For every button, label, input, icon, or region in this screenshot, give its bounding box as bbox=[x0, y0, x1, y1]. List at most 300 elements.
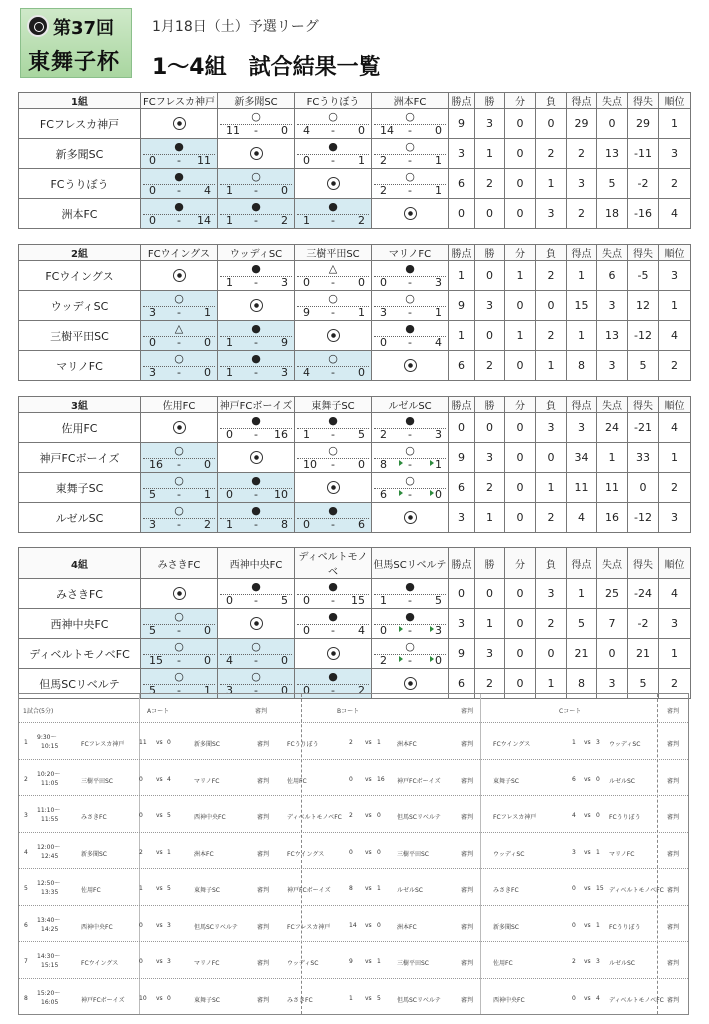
away-score: 1 bbox=[377, 885, 381, 892]
referee-label: 審判 bbox=[667, 923, 680, 931]
match-result bbox=[372, 579, 448, 608]
team-stat: 0 bbox=[597, 639, 628, 669]
score-opponent: 0 bbox=[435, 488, 442, 501]
stat-header: 失点 bbox=[597, 245, 628, 261]
match-result bbox=[372, 443, 448, 472]
team-name: マリノFC bbox=[19, 351, 141, 381]
result-symbol: ● bbox=[328, 580, 338, 593]
match-result-cell bbox=[295, 579, 372, 609]
home-team: みさきFC bbox=[81, 814, 107, 821]
team-stat: 0 bbox=[449, 579, 475, 609]
self-match-cell bbox=[372, 199, 449, 229]
team-name: 洲本FC bbox=[19, 199, 141, 229]
away-team: FCうりぼう bbox=[609, 814, 641, 821]
corner-flag-icon bbox=[430, 626, 434, 632]
team-row bbox=[19, 291, 691, 321]
match-start-time: 10:20～ bbox=[37, 770, 61, 778]
score-own: 0 bbox=[303, 276, 310, 289]
team-stat: 2 bbox=[659, 669, 691, 699]
team-stat: 1 bbox=[536, 669, 567, 699]
score-separator: - bbox=[331, 684, 335, 697]
home-team: 佐用FC bbox=[493, 960, 513, 967]
soccer-ball-icon bbox=[404, 511, 417, 524]
home-score: 0 bbox=[572, 994, 576, 1002]
home-team: FCフレスカ神戸 bbox=[81, 741, 125, 748]
team-stat: 1 bbox=[567, 321, 597, 351]
team-stat: 2 bbox=[567, 199, 597, 229]
team-name: FCフレスカ神戸 bbox=[19, 109, 141, 139]
team-stat: 3 bbox=[449, 139, 475, 169]
home-score: 3 bbox=[572, 848, 576, 856]
team-stat: 0 bbox=[505, 139, 536, 169]
vs-label: vs bbox=[156, 812, 163, 819]
match-result-cell bbox=[141, 639, 218, 669]
score-separator: - bbox=[331, 428, 335, 441]
match-result bbox=[372, 639, 448, 668]
result-symbol: ○ bbox=[174, 474, 184, 487]
score-opponent: 0 bbox=[204, 624, 211, 637]
score-own: 5 bbox=[149, 684, 156, 697]
soccer-ball-icon bbox=[327, 177, 340, 190]
match-result bbox=[141, 291, 217, 320]
score-separator: - bbox=[254, 684, 258, 697]
team-row bbox=[19, 503, 691, 533]
score-own: 0 bbox=[380, 624, 387, 637]
home-team: 佐用FC bbox=[287, 777, 307, 785]
score-opponent: 3 bbox=[281, 366, 288, 379]
match-number: 4 bbox=[24, 848, 28, 856]
score-own: 10 bbox=[303, 458, 317, 471]
away-team: 但馬SCリベルテ bbox=[397, 996, 441, 1004]
vs-label: vs bbox=[156, 848, 163, 856]
self-match-cell bbox=[218, 139, 295, 169]
team-stat: 9 bbox=[449, 291, 475, 321]
score-opponent: 11 bbox=[197, 154, 211, 167]
team-stat: -11 bbox=[628, 139, 659, 169]
match-result-cell bbox=[218, 169, 295, 199]
corner-flag-icon bbox=[399, 490, 403, 496]
team-row bbox=[19, 579, 691, 609]
score-separator: - bbox=[177, 154, 181, 167]
referee-label: 審判 bbox=[257, 814, 270, 821]
corner-flag-icon bbox=[399, 656, 403, 662]
match-result bbox=[218, 351, 294, 380]
schedule-row bbox=[19, 978, 688, 1014]
match-result bbox=[295, 109, 371, 138]
team-stat: 2 bbox=[659, 473, 691, 503]
match-start-time: 15:20～ bbox=[37, 989, 61, 997]
away-score: 16 bbox=[377, 775, 385, 783]
team-stat: 5 bbox=[628, 669, 659, 699]
team-stat: 9 bbox=[449, 109, 475, 139]
home-score: 0 bbox=[139, 812, 143, 819]
score-separator: - bbox=[177, 306, 181, 319]
group-name: 3組 bbox=[19, 397, 141, 413]
self-match-cell bbox=[295, 169, 372, 199]
team-stat: 29 bbox=[628, 109, 659, 139]
match-result-cell bbox=[295, 199, 372, 229]
score-separator: - bbox=[254, 366, 258, 379]
score-own: 1 bbox=[226, 214, 233, 227]
soccer-ball-icon bbox=[250, 147, 263, 160]
match-schedule bbox=[18, 693, 689, 1015]
score-opponent: 1 bbox=[358, 154, 365, 167]
vs-label: vs bbox=[156, 958, 163, 965]
home-score: 1 bbox=[349, 994, 353, 1002]
team-stat: 2 bbox=[475, 351, 505, 381]
result-symbol: ○ bbox=[405, 110, 415, 123]
home-score: 11 bbox=[139, 739, 147, 746]
match-result-cell bbox=[141, 321, 218, 351]
score-separator: - bbox=[254, 214, 258, 227]
referee-label: 審判 bbox=[461, 741, 474, 748]
soccer-ball-icon bbox=[173, 421, 186, 434]
score-separator: - bbox=[408, 154, 412, 167]
match-start-time: 12:50～ bbox=[37, 880, 61, 887]
score-separator: - bbox=[254, 336, 258, 349]
team-name: ウッディSC bbox=[19, 291, 141, 321]
schedule-row bbox=[19, 722, 688, 758]
home-score: 0 bbox=[572, 921, 576, 929]
score-own: 3 bbox=[149, 366, 156, 379]
opponent-header: みさきFC bbox=[141, 548, 218, 579]
match-number: 7 bbox=[24, 958, 28, 965]
home-team: みさきFC bbox=[493, 887, 519, 894]
stat-header: 得点 bbox=[567, 93, 597, 109]
result-symbol: ● bbox=[328, 670, 338, 683]
away-team: 神戸FCボーイズ bbox=[397, 777, 441, 785]
group-header-row bbox=[19, 93, 691, 109]
match-result bbox=[218, 639, 294, 668]
result-symbol: ● bbox=[328, 414, 338, 427]
away-score: 3 bbox=[596, 958, 600, 965]
match-result bbox=[218, 261, 294, 290]
team-stat: 0 bbox=[536, 291, 567, 321]
team-stat: 3 bbox=[536, 413, 567, 443]
schedule-header-court-b: Bコート bbox=[337, 708, 360, 715]
score-own: 9 bbox=[303, 306, 310, 319]
self-match-cell bbox=[218, 609, 295, 639]
match-result bbox=[372, 169, 448, 198]
schedule-row bbox=[19, 905, 688, 941]
score-opponent: 10 bbox=[274, 488, 288, 501]
result-symbol: ○ bbox=[251, 170, 261, 183]
score-opponent: 1 bbox=[435, 184, 442, 197]
opponent-header: ルゼルSC bbox=[372, 397, 449, 413]
team-stat: -21 bbox=[628, 413, 659, 443]
match-number: 3 bbox=[24, 812, 28, 819]
score-opponent: 0 bbox=[358, 124, 365, 137]
match-number: 1 bbox=[24, 739, 28, 746]
score-separator: - bbox=[408, 654, 412, 667]
team-row bbox=[19, 413, 691, 443]
home-team: FCウイングス bbox=[493, 741, 531, 748]
stat-header: 勝点 bbox=[449, 245, 475, 261]
schedule-header-court-c: Cコート bbox=[559, 708, 582, 715]
result-symbol: ● bbox=[251, 322, 261, 335]
away-team: ウッディSC bbox=[609, 741, 641, 748]
team-stat: 7 bbox=[597, 609, 628, 639]
away-team: 新多聞SC bbox=[194, 741, 220, 748]
vs-label: vs bbox=[365, 885, 372, 892]
corner-flag-icon bbox=[430, 460, 434, 466]
score-own: 8 bbox=[380, 458, 387, 471]
team-stat: 1 bbox=[597, 443, 628, 473]
score-opponent: 2 bbox=[281, 214, 288, 227]
away-team: 洲本FC bbox=[397, 741, 417, 748]
result-symbol: ○ bbox=[405, 140, 415, 153]
match-number: 8 bbox=[24, 994, 28, 1002]
away-score: 5 bbox=[377, 994, 381, 1002]
match-end-time: 11:55 bbox=[41, 816, 59, 823]
match-result-cell bbox=[218, 321, 295, 351]
score-opponent: 3 bbox=[281, 276, 288, 289]
score-opponent: 0 bbox=[358, 276, 365, 289]
team-stat: 0 bbox=[505, 109, 536, 139]
away-score: 1 bbox=[596, 921, 600, 929]
result-symbol: ● bbox=[251, 352, 261, 365]
result-symbol: ○ bbox=[405, 170, 415, 183]
group-header-row bbox=[19, 397, 691, 413]
team-stat: 3 bbox=[597, 351, 628, 381]
score-own: 0 bbox=[149, 336, 156, 349]
result-symbol: ○ bbox=[251, 640, 261, 653]
score-opponent: 0 bbox=[204, 366, 211, 379]
away-team: 但馬SCリベルテ bbox=[194, 923, 238, 931]
match-result-cell bbox=[141, 169, 218, 199]
team-stat: 1 bbox=[475, 139, 505, 169]
tournament-logo bbox=[20, 8, 132, 78]
stat-header: 失点 bbox=[597, 548, 628, 579]
match-result-cell bbox=[141, 503, 218, 533]
away-team: ディベルトモノベFC bbox=[609, 887, 664, 894]
team-stat: 29 bbox=[567, 109, 597, 139]
team-stat: 1 bbox=[475, 503, 505, 533]
team-stat: 3 bbox=[536, 199, 567, 229]
match-result-cell bbox=[295, 413, 372, 443]
stat-header: 負 bbox=[536, 93, 567, 109]
away-team: マリノFC bbox=[194, 960, 220, 967]
team-stat: 1 bbox=[449, 261, 475, 291]
corner-flag-icon bbox=[430, 656, 434, 662]
match-result-cell bbox=[218, 579, 295, 609]
self-match-cell bbox=[141, 109, 218, 139]
score-own: 0 bbox=[303, 624, 310, 637]
away-team: FCうりぼう bbox=[609, 923, 641, 931]
away-team: 但馬SCリベルテ bbox=[397, 814, 441, 821]
result-symbol: ● bbox=[405, 610, 415, 623]
stat-header: 勝点 bbox=[449, 93, 475, 109]
stat-header: 得失 bbox=[628, 397, 659, 413]
referee-label: 審判 bbox=[257, 887, 270, 894]
score-own: 3 bbox=[380, 306, 387, 319]
team-stat: 0 bbox=[475, 199, 505, 229]
score-opponent: 1 bbox=[358, 306, 365, 319]
away-team: マリノFC bbox=[194, 777, 220, 785]
result-symbol: ● bbox=[251, 580, 261, 593]
vs-label: vs bbox=[156, 775, 163, 783]
team-stat: 4 bbox=[659, 413, 691, 443]
match-start-time: 9:30～ bbox=[37, 734, 57, 741]
result-symbol: ○ bbox=[328, 292, 338, 305]
home-team: FCフレスカ神戸 bbox=[287, 923, 331, 931]
team-stat: 4 bbox=[659, 321, 691, 351]
schedule-header-ref: 審判 bbox=[461, 708, 474, 715]
referee-label: 審判 bbox=[667, 850, 680, 858]
score-separator: - bbox=[408, 276, 412, 289]
referee-label: 審判 bbox=[667, 814, 680, 821]
team-stat: 2 bbox=[475, 473, 505, 503]
score-own: 0 bbox=[303, 684, 310, 697]
opponent-header: 神戸FCボーイズ bbox=[218, 397, 295, 413]
schedule-row bbox=[19, 868, 688, 904]
team-stat: 5 bbox=[567, 609, 597, 639]
match-result-cell bbox=[218, 199, 295, 229]
home-team: 新多聞SC bbox=[493, 923, 519, 931]
team-stat: 0 bbox=[597, 109, 628, 139]
score-opponent: 8 bbox=[281, 518, 288, 531]
soccer-ball-icon bbox=[250, 617, 263, 630]
schedule-row bbox=[19, 759, 688, 795]
score-opponent: 5 bbox=[358, 428, 365, 441]
score-separator: - bbox=[331, 458, 335, 471]
score-own: 1 bbox=[303, 214, 310, 227]
score-opponent: 1 bbox=[204, 306, 211, 319]
team-stat: 4 bbox=[659, 199, 691, 229]
result-symbol: ● bbox=[174, 140, 184, 153]
team-stat: 3 bbox=[659, 261, 691, 291]
match-result-cell bbox=[372, 609, 449, 639]
team-stat: 0 bbox=[505, 351, 536, 381]
stat-header: 分 bbox=[505, 93, 536, 109]
vs-label: vs bbox=[365, 994, 372, 1002]
away-score: 1 bbox=[377, 739, 381, 746]
match-result-cell bbox=[372, 413, 449, 443]
team-stat: 1 bbox=[449, 321, 475, 351]
match-result bbox=[141, 639, 217, 668]
team-name: 佐用FC bbox=[19, 413, 141, 443]
team-stat: 3 bbox=[449, 503, 475, 533]
stat-header: 勝 bbox=[475, 245, 505, 261]
match-result bbox=[141, 169, 217, 198]
score-own: 2 bbox=[380, 428, 387, 441]
score-own: 15 bbox=[149, 654, 163, 667]
score-opponent: 0 bbox=[358, 458, 365, 471]
soccer-ball-icon bbox=[250, 299, 263, 312]
group-header-row bbox=[19, 548, 691, 579]
match-result-cell bbox=[295, 443, 372, 473]
home-team: ディベルトモノベFC bbox=[287, 814, 342, 821]
score-separator: - bbox=[331, 366, 335, 379]
score-own: 0 bbox=[226, 488, 233, 501]
team-stat: 0 bbox=[475, 261, 505, 291]
schedule-header bbox=[19, 694, 688, 722]
score-separator: - bbox=[408, 624, 412, 637]
match-result-cell bbox=[218, 109, 295, 139]
opponent-header: ウッディSC bbox=[218, 245, 295, 261]
team-name: 三樹平田SC bbox=[19, 321, 141, 351]
team-stat: -2 bbox=[628, 609, 659, 639]
home-team: みさきFC bbox=[287, 996, 313, 1004]
match-result-cell bbox=[372, 169, 449, 199]
match-result-cell bbox=[295, 291, 372, 321]
team-stat: 3 bbox=[475, 443, 505, 473]
match-start-time: 13:40～ bbox=[37, 916, 61, 924]
stat-header: 負 bbox=[536, 245, 567, 261]
score-opponent: 14 bbox=[197, 214, 211, 227]
match-result-cell bbox=[372, 321, 449, 351]
match-result bbox=[372, 609, 448, 638]
team-row bbox=[19, 351, 691, 381]
result-symbol: ● bbox=[174, 200, 184, 213]
team-row bbox=[19, 639, 691, 669]
match-result-cell bbox=[141, 199, 218, 229]
score-opponent: 4 bbox=[435, 336, 442, 349]
match-result bbox=[141, 609, 217, 638]
score-own: 1 bbox=[380, 594, 387, 607]
match-result-cell bbox=[295, 351, 372, 381]
vs-label: vs bbox=[584, 739, 591, 746]
score-separator: - bbox=[331, 276, 335, 289]
result-symbol: ○ bbox=[328, 110, 338, 123]
team-stat: 4 bbox=[567, 503, 597, 533]
vs-label: vs bbox=[365, 848, 372, 856]
score-separator: - bbox=[408, 594, 412, 607]
referee-label: 審判 bbox=[667, 777, 680, 785]
away-score: 3 bbox=[167, 921, 171, 929]
result-symbol: △ bbox=[174, 322, 184, 335]
score-separator: - bbox=[408, 306, 412, 319]
group-name: 4組 bbox=[19, 548, 141, 579]
result-symbol: ● bbox=[251, 474, 261, 487]
score-opponent: 0 bbox=[281, 654, 288, 667]
match-end-time: 16:05 bbox=[41, 998, 59, 1006]
team-stat: 33 bbox=[628, 443, 659, 473]
match-result-cell bbox=[372, 291, 449, 321]
vs-label: vs bbox=[156, 885, 163, 892]
team-stat: 15 bbox=[567, 291, 597, 321]
team-stat: 1 bbox=[567, 579, 597, 609]
score-own: 6 bbox=[380, 488, 387, 501]
score-separator: - bbox=[177, 518, 181, 531]
score-separator: - bbox=[177, 184, 181, 197]
result-symbol: ○ bbox=[251, 670, 261, 683]
match-result bbox=[218, 413, 294, 442]
team-stat: 1 bbox=[505, 321, 536, 351]
score-own: 2 bbox=[380, 154, 387, 167]
team-stat: 5 bbox=[597, 169, 628, 199]
match-result bbox=[372, 261, 448, 290]
vs-label: vs bbox=[584, 775, 591, 783]
result-symbol: ● bbox=[251, 504, 261, 517]
team-stat: 25 bbox=[597, 579, 628, 609]
score-own: 4 bbox=[226, 654, 233, 667]
team-stat: 0 bbox=[475, 579, 505, 609]
team-stat: 0 bbox=[475, 321, 505, 351]
team-stat: 1 bbox=[659, 639, 691, 669]
away-score: 3 bbox=[167, 958, 171, 965]
score-separator: - bbox=[408, 336, 412, 349]
score-opponent: 4 bbox=[204, 184, 211, 197]
score-own: 4 bbox=[303, 366, 310, 379]
score-opponent: 16 bbox=[274, 428, 288, 441]
team-stat: 2 bbox=[536, 139, 567, 169]
match-result-cell bbox=[372, 473, 449, 503]
match-result-cell bbox=[218, 351, 295, 381]
referee-label: 審判 bbox=[667, 960, 680, 967]
score-own: 1 bbox=[226, 184, 233, 197]
home-score: 9 bbox=[349, 958, 353, 965]
